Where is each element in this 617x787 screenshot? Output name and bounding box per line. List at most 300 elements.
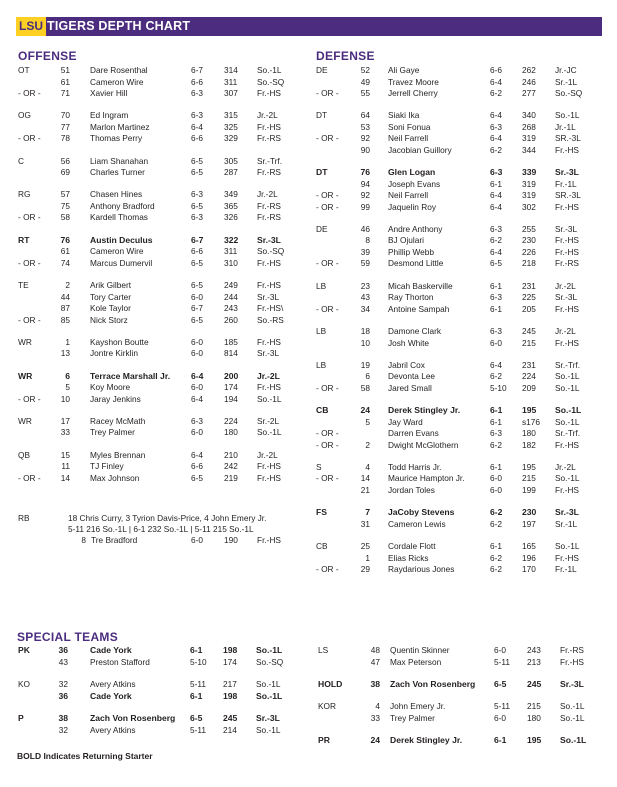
player-height: 6-4 <box>490 190 502 201</box>
player-class: So.-SQ <box>555 88 583 98</box>
player-class: Fr.-HS <box>257 535 281 545</box>
player-class: So.-1L <box>256 679 281 689</box>
player-name: Zach Von Rosenberg <box>90 713 176 723</box>
player-weight: 231 <box>522 280 536 291</box>
or-label: - OR - <box>316 564 339 574</box>
player-number: 19 <box>360 359 370 370</box>
player-weight: 200 <box>224 370 239 381</box>
player-row <box>316 484 616 496</box>
player-row <box>316 325 616 337</box>
player-row <box>18 211 318 223</box>
player-name: Siaki Ika <box>388 110 420 121</box>
player-row <box>18 336 318 348</box>
player-name: Jontre Kirklin <box>90 348 138 359</box>
player-name: Racey McMath <box>90 415 146 426</box>
player-class: Fr.-HS <box>257 382 281 393</box>
player-class: Fr.-HS <box>560 656 584 667</box>
player-weight: 311 <box>224 246 238 257</box>
player-weight: 307 <box>224 88 238 98</box>
player-height: 6-4 <box>490 133 502 144</box>
header-banner <box>16 17 602 36</box>
player-name: Austin Deculus <box>90 234 153 245</box>
player-number: 52 <box>360 65 370 75</box>
player-name: Ed Ingram <box>90 110 129 121</box>
player-name: Cade York <box>90 690 132 701</box>
player-number: 61 <box>60 246 70 257</box>
player-height: 5-10 <box>490 382 507 393</box>
player-weight: 255 <box>522 223 536 234</box>
player-name: Xavier Hill <box>90 88 128 98</box>
or-label: - OR - <box>18 212 41 223</box>
player-name: Zach Von Rosenberg <box>390 679 476 689</box>
player-height: 6-3 <box>191 415 203 426</box>
player-weight: 210 <box>224 449 238 460</box>
player-row <box>316 359 616 371</box>
player-height: 6-2 <box>490 439 502 450</box>
player-row <box>316 121 616 133</box>
player-row <box>318 734 617 746</box>
player-class: Sr.-3L <box>555 167 579 178</box>
player-weight: 170 <box>522 564 536 574</box>
player-row <box>316 461 616 473</box>
or-label: - OR - <box>316 382 339 393</box>
player-number: 43 <box>58 656 68 667</box>
player-number: 4 <box>375 701 380 712</box>
player-name: Cameron Lewis <box>388 518 446 529</box>
player-height: 6-1 <box>490 178 502 189</box>
player-class: So.-SQ <box>257 76 285 87</box>
player-height: 6-6 <box>490 65 502 75</box>
player-weight: 319 <box>522 190 536 201</box>
player-height: 6-4 <box>490 76 502 87</box>
player-class: Jr.-JC <box>555 65 577 75</box>
player-weight: 319 <box>522 133 536 144</box>
player-class: Fr.-RS <box>257 212 281 223</box>
player-name: Elias Ricks <box>388 552 429 563</box>
player-height: 6-2 <box>490 235 502 246</box>
player-class: So.-1L <box>560 735 587 746</box>
player-class: So.-1L <box>555 110 580 121</box>
position-label: KOR <box>318 701 336 712</box>
player-name: Todd Harris Jr. <box>388 461 442 472</box>
player-row <box>316 144 616 156</box>
player-number: 11 <box>61 461 70 472</box>
player-height: 5-11 <box>190 724 206 735</box>
player-name: Tre Bradford <box>91 535 138 545</box>
player-row <box>316 291 616 303</box>
player-weight: 224 <box>224 415 238 426</box>
player-height: 6-2 <box>490 564 502 574</box>
player-name: Arik Gilbert <box>90 280 132 290</box>
player-name: Avery Atkins <box>90 724 136 735</box>
player-number: 32 <box>58 724 68 735</box>
player-class: So.-1L <box>256 690 283 701</box>
player-class: Fr.-HS <box>257 257 281 268</box>
player-number: 21 <box>360 484 370 495</box>
player-class: So.-1L <box>555 416 580 427</box>
player-number: 75 <box>60 200 70 211</box>
player-row <box>316 280 616 292</box>
player-name: TJ Finley <box>90 461 124 472</box>
player-number: 10 <box>360 337 370 348</box>
player-weight: 245 <box>522 326 536 336</box>
player-weight: 277 <box>522 88 536 98</box>
or-label: - OR - <box>18 393 41 404</box>
player-row <box>316 109 616 121</box>
player-height: 6-2 <box>490 144 502 155</box>
player-weight: 195 <box>527 735 542 746</box>
player-name: Preston Stafford <box>90 656 150 667</box>
or-label: - OR - <box>316 303 339 314</box>
player-number: 77 <box>60 121 70 132</box>
player-row <box>316 166 616 178</box>
player-class: Fr.-RS <box>257 167 281 178</box>
player-weight: 246 <box>522 76 536 87</box>
player-row <box>316 189 616 201</box>
player-height: 6-0 <box>490 484 502 495</box>
or-label: - OR - <box>316 439 339 450</box>
player-class: Sr.-3L <box>257 348 280 359</box>
position-label: S <box>316 461 322 472</box>
player-weight: 325 <box>224 121 238 132</box>
player-weight: 230 <box>522 507 537 518</box>
player-height: 5-11 <box>190 679 206 689</box>
player-weight: 194 <box>224 393 238 404</box>
or-label: - OR - <box>316 190 339 201</box>
player-height: 6-0 <box>490 473 502 484</box>
position-label: TE <box>18 280 29 290</box>
player-class: Fr.-HS <box>555 144 579 155</box>
player-number: 24 <box>360 405 370 416</box>
player-name: Tory Carter <box>90 291 132 302</box>
player-weight: 182 <box>522 439 536 450</box>
player-weight: 302 <box>522 201 536 212</box>
player-weight: 365 <box>224 200 238 211</box>
player-class: Fr.-HS <box>555 303 579 314</box>
player-row <box>18 381 318 393</box>
player-row <box>316 540 616 552</box>
player-weight: 180 <box>224 427 238 438</box>
player-class: Fr.-HS <box>555 439 579 450</box>
player-class: Jr.-2L <box>257 110 278 121</box>
player-class: Jr.-2L <box>257 370 280 381</box>
player-class: Fr.-1L <box>555 564 577 574</box>
player-class: Fr.-RS <box>257 133 281 144</box>
position-label: PK <box>18 645 30 655</box>
player-height: 5-11 <box>494 701 510 712</box>
player-height: 6-5 <box>191 200 203 211</box>
player-class: Fr.-HS\ <box>257 303 284 313</box>
player-number: 53 <box>360 121 370 132</box>
player-weight: 242 <box>224 461 238 472</box>
player-weight: 344 <box>522 144 536 155</box>
player-number: 32 <box>58 679 68 689</box>
player-class: So.-1L <box>555 473 580 484</box>
player-number: 25 <box>360 541 370 551</box>
player-row <box>18 132 318 144</box>
player-name: Kayshon Boutte <box>90 336 149 347</box>
player-class: Fr.-RS <box>257 200 281 211</box>
player-number: 24 <box>370 735 380 746</box>
player-class: So.-1L <box>560 713 585 723</box>
player-name: Raydarious Jones <box>388 564 455 574</box>
player-class: Fr.-HS <box>555 484 579 495</box>
player-number: 18 <box>360 326 370 336</box>
position-label: LB <box>316 359 327 370</box>
player-number: 1 <box>365 552 370 563</box>
player-number: 29 <box>360 564 370 574</box>
player-row <box>316 404 616 416</box>
player-row <box>18 347 318 359</box>
player-height: 6-0 <box>191 427 203 438</box>
position-label: HOLD <box>318 679 343 689</box>
player-height: 6-1 <box>490 303 502 314</box>
player-number: 15 <box>60 449 70 460</box>
player-name: Trey Palmer <box>390 713 435 723</box>
player-weight: 190 <box>224 535 238 545</box>
player-class: Fr.-HS <box>257 472 281 483</box>
player-name: Jordan Toles <box>388 484 435 495</box>
player-number: 6 <box>365 371 370 382</box>
player-weight: 180 <box>527 713 541 723</box>
player-height: 6-1 <box>190 690 203 701</box>
player-height: 6-4 <box>191 121 203 132</box>
player-row <box>18 109 318 121</box>
player-class: Jr.-2L <box>257 449 278 460</box>
player-weight: 339 <box>522 167 537 178</box>
player-weight: 198 <box>223 645 238 655</box>
player-height: 6-5 <box>191 472 203 483</box>
player-name: Darren Evans <box>388 428 439 439</box>
player-class: Fr.-RS <box>560 645 584 655</box>
player-number: 69 <box>60 167 70 178</box>
player-row <box>316 87 616 99</box>
player-number: 38 <box>370 679 380 689</box>
player-class: Sr.-3L <box>555 507 579 518</box>
position-label: PR <box>318 735 330 746</box>
player-number: 61 <box>60 76 70 87</box>
player-number: 59 <box>360 258 370 269</box>
player-class: Fr.-HS <box>555 201 579 212</box>
player-name: Jaquelin Roy <box>388 201 436 212</box>
player-number: 36 <box>58 690 68 701</box>
player-number: 8 <box>365 235 370 246</box>
player-class: Fr.-HS <box>257 88 281 98</box>
page-title: TIGERS DEPTH CHART <box>47 19 191 33</box>
lsu-badge: LSU <box>16 17 46 36</box>
player-name: Jacobian Guillory <box>388 144 452 155</box>
or-label: - OR - <box>18 314 41 325</box>
player-height: 6-1 <box>490 416 502 427</box>
player-height: 6-4 <box>191 370 204 381</box>
player-number: 6 <box>65 370 70 381</box>
player-name: Koy Moore <box>90 382 131 393</box>
position-label: CB <box>316 405 329 416</box>
position-label: OG <box>18 110 31 121</box>
player-row <box>18 87 318 99</box>
player-height: 6-3 <box>191 212 203 223</box>
player-class: Jr.-2L <box>257 189 278 200</box>
player-weight: 245 <box>527 679 542 689</box>
player-row <box>316 201 616 213</box>
player-number: 58 <box>60 212 70 223</box>
player-height: 6-3 <box>490 167 503 178</box>
player-name: Jay Ward <box>388 416 423 427</box>
player-weight: 314 <box>224 65 238 75</box>
player-class: So.-1L <box>256 724 281 735</box>
position-label: LB <box>316 280 327 291</box>
player-row <box>18 279 318 291</box>
player-row <box>18 200 318 212</box>
player-height: 6-5 <box>190 713 203 723</box>
player-number: 47 <box>370 656 380 667</box>
player-weight: 196 <box>522 552 536 563</box>
player-weight: 260 <box>224 314 238 325</box>
player-class: Jr.-2L <box>555 461 576 472</box>
player-name: Joseph Evans <box>388 178 441 189</box>
player-number: 94 <box>360 178 370 189</box>
position-label: DT <box>316 110 328 121</box>
player-row <box>316 246 616 258</box>
player-row <box>18 64 318 76</box>
player-row <box>316 223 616 235</box>
player-class: Sr.-3L <box>555 223 578 234</box>
player-number: 23 <box>360 280 370 291</box>
player-class: So.-1L <box>560 701 585 712</box>
player-weight: 174 <box>224 382 238 393</box>
player-class: Sr.-3L <box>257 291 280 302</box>
player-height: 6-2 <box>490 88 502 98</box>
player-weight: 209 <box>522 382 536 393</box>
player-height: 6-7 <box>191 303 203 313</box>
player-weight: 218 <box>522 258 536 269</box>
player-number: 74 <box>60 257 70 268</box>
player-class: Fr.-HS <box>257 121 281 132</box>
player-weight: 214 <box>223 724 237 735</box>
player-height: 6-0 <box>490 337 502 348</box>
player-class: So.-1L <box>257 427 282 438</box>
player-name: Andre Anthony <box>388 223 443 234</box>
player-height: 6-7 <box>191 234 204 245</box>
player-name: Kardell Thomas <box>90 212 148 223</box>
player-name: Thomas Perry <box>90 133 143 144</box>
player-row <box>316 178 616 190</box>
player-weight: 197 <box>522 518 536 529</box>
player-class: So.-1L <box>555 405 582 416</box>
player-name: Cameron Wire <box>90 246 144 257</box>
player-weight: 329 <box>224 133 238 144</box>
footer-note: BOLD Indicates Returning Starter <box>17 751 153 761</box>
player-number: 31 <box>360 518 370 529</box>
player-weight: 195 <box>522 405 537 416</box>
player-height: 6-2 <box>490 371 502 382</box>
player-number: 1 <box>65 336 70 347</box>
player-name: Max Johnson <box>90 472 140 483</box>
position-label: C <box>18 155 24 166</box>
player-name: Antoine Sampah <box>388 303 450 314</box>
player-weight: 174 <box>223 656 237 667</box>
player-name: Anthony Bradford <box>90 200 155 211</box>
player-weight: 814 <box>224 348 238 359</box>
player-weight: 215 <box>522 473 536 484</box>
player-name: Maurice Hampton Jr. <box>388 473 465 484</box>
player-weight: 215 <box>527 701 541 712</box>
player-weight: 315 <box>224 110 238 121</box>
player-name: Ray Thorton <box>388 292 434 303</box>
player-number: 2 <box>65 280 70 290</box>
position-label: WR <box>18 415 32 426</box>
or-label: - OR - <box>316 201 339 212</box>
player-weight: 319 <box>522 178 536 189</box>
player-height: 6-3 <box>191 110 203 121</box>
player-weight: 226 <box>522 246 536 257</box>
player-class: So.-RS <box>257 314 284 325</box>
player-row <box>18 644 318 656</box>
player-row <box>316 563 616 575</box>
player-number: 55 <box>360 88 370 98</box>
player-number: 92 <box>360 190 370 201</box>
offense-heading: OFFENSE <box>18 49 77 63</box>
player-number: 92 <box>360 133 370 144</box>
player-number: 56 <box>60 155 70 166</box>
player-class: Fr.-HS <box>555 552 579 563</box>
player-class: Fr.-1L <box>555 178 577 189</box>
player-number: 36 <box>58 645 68 655</box>
player-height: 5-10 <box>190 656 207 667</box>
player-weight: 215 <box>522 337 536 348</box>
player-number: 46 <box>360 223 370 234</box>
player-weight: 287 <box>224 167 238 178</box>
player-name: Josh White <box>388 337 430 348</box>
player-row <box>316 552 616 564</box>
player-class: Fr.-HS <box>257 461 281 472</box>
player-row <box>316 416 616 428</box>
player-height: 6-1 <box>490 405 503 416</box>
player-class: So.-1L <box>256 645 283 655</box>
player-row <box>18 257 318 269</box>
rb-position: RB <box>18 513 30 523</box>
player-height: 6-0 <box>191 535 203 545</box>
player-class: So.-1L <box>555 382 580 393</box>
player-row <box>318 644 617 656</box>
player-class: So.-1L <box>257 393 282 404</box>
player-weight: 205 <box>522 303 536 314</box>
player-name: Devonta Lee <box>388 371 436 382</box>
player-weight: 225 <box>522 292 536 303</box>
player-row <box>18 656 318 668</box>
player-row <box>318 712 617 724</box>
player-name: Soni Fonua <box>388 121 431 132</box>
position-label: WR <box>18 370 33 381</box>
player-class: Jr.-2L <box>555 326 576 336</box>
player-number: 17 <box>60 415 70 426</box>
player-row <box>316 427 616 439</box>
player-name: Myles Brennan <box>90 449 146 460</box>
player-row <box>18 449 318 461</box>
player-height: 6-0 <box>191 291 203 302</box>
player-weight: 244 <box>224 291 238 302</box>
player-height: 6-5 <box>191 314 203 325</box>
player-weight: 243 <box>527 645 541 655</box>
player-weight: 231 <box>522 359 536 370</box>
rb-names: 18 Chris Curry, 3 Tyrion Davis-Price, 4 John Emery Jr. <box>68 513 267 523</box>
player-name: Phillip Webb <box>388 246 434 257</box>
position-label: WR <box>18 336 32 347</box>
player-class: Fr.-HS <box>555 235 579 246</box>
player-height: 6-4 <box>490 246 502 257</box>
position-label: LS <box>318 645 329 655</box>
player-height: 6-6 <box>191 246 203 257</box>
